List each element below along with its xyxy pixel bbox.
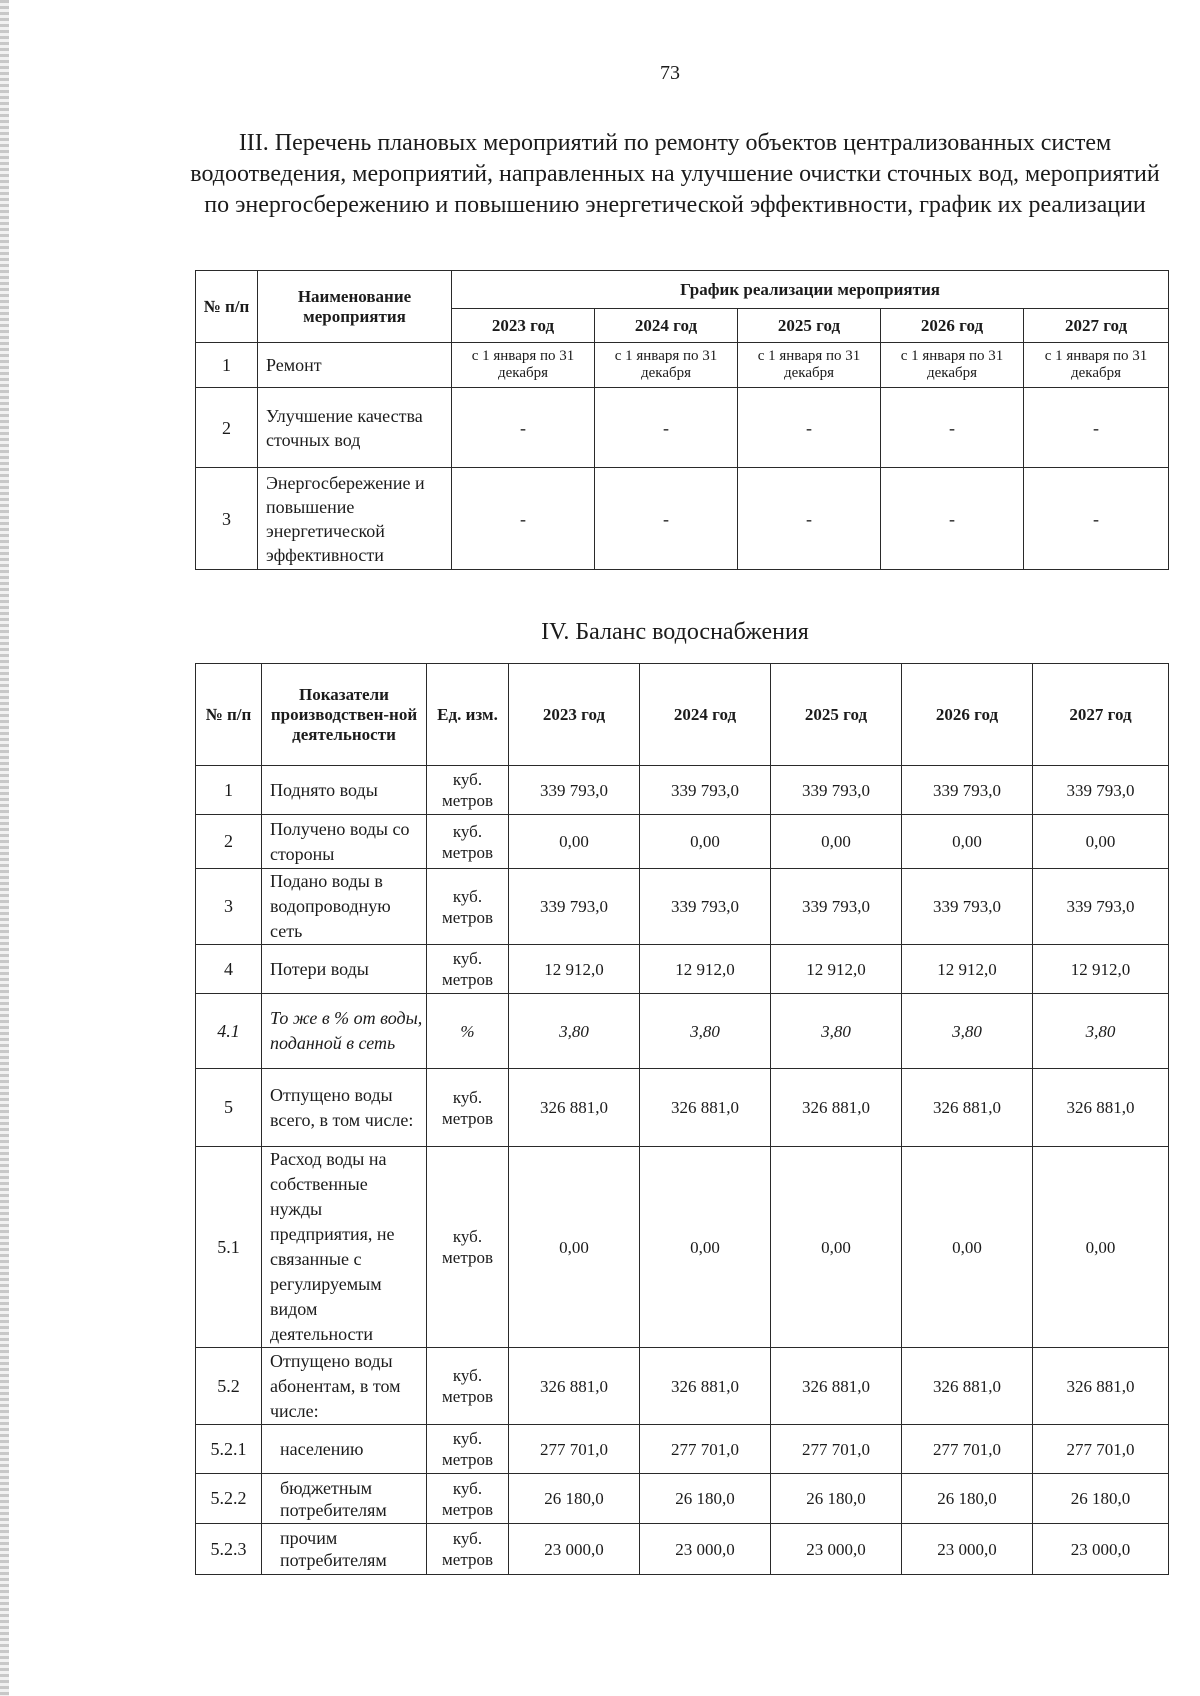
row-num: 5.2.2 <box>196 1474 262 1524</box>
row-name: Отпущено воды абонентам, в том числе: <box>262 1348 427 1425</box>
row-num: 2 <box>196 388 258 468</box>
row-value: 3,80 <box>771 994 902 1069</box>
row-cell: с 1 января по 31 декабря <box>881 343 1024 388</box>
row-value: 339 793,0 <box>509 766 640 815</box>
row-value: 0,00 <box>640 1147 771 1348</box>
row-num: 5 <box>196 1069 262 1147</box>
table-row <box>196 1147 1169 1348</box>
row-value: 3,80 <box>640 994 771 1069</box>
row-name: То же в % от воды, поданной в сеть <box>262 994 427 1069</box>
row-value: 23 000,0 <box>902 1524 1033 1575</box>
scan-edge-artifact <box>0 0 9 1696</box>
row-unit: куб. метров <box>427 1474 509 1524</box>
row-unit: куб. метров <box>427 815 509 869</box>
row-unit: % <box>427 994 509 1069</box>
row-value: 26 180,0 <box>1033 1474 1169 1524</box>
row-cell: с 1 января по 31 декабря <box>738 343 881 388</box>
table-row <box>196 1524 1169 1575</box>
header-year: 2024 год <box>640 664 771 766</box>
header-unit: Ед. изм. <box>427 664 509 766</box>
row-value: 339 793,0 <box>902 766 1033 815</box>
row-value: 12 912,0 <box>509 945 640 994</box>
row-num: 5.2.1 <box>196 1425 262 1474</box>
row-name: Потери воды <box>262 945 427 994</box>
row-name: Подано воды в водопроводную сеть <box>262 869 427 945</box>
table-row <box>196 994 1169 1069</box>
row-value: 23 000,0 <box>771 1524 902 1575</box>
row-value: 339 793,0 <box>1033 766 1169 815</box>
row-num: 5.1 <box>196 1147 262 1348</box>
row-cell: - <box>452 468 595 570</box>
row-cell: с 1 января по 31 декабря <box>1024 343 1169 388</box>
row-value: 26 180,0 <box>640 1474 771 1524</box>
row-value: 339 793,0 <box>902 869 1033 945</box>
row-value: 339 793,0 <box>640 766 771 815</box>
row-value: 3,80 <box>1033 994 1169 1069</box>
header-year: 2027 год <box>1024 309 1169 343</box>
table-row <box>196 869 1169 945</box>
row-value: 3,80 <box>509 994 640 1069</box>
row-value: 3,80 <box>902 994 1033 1069</box>
row-value: 12 912,0 <box>902 945 1033 994</box>
row-value: 326 881,0 <box>902 1348 1033 1425</box>
row-value: 23 000,0 <box>1033 1524 1169 1575</box>
table-row <box>196 1069 1169 1147</box>
row-unit: куб. метров <box>427 1524 509 1575</box>
table-row <box>196 468 1169 570</box>
header-year: 2023 год <box>509 664 640 766</box>
table-row <box>196 343 1169 388</box>
row-unit: куб. метров <box>427 1147 509 1348</box>
table-row <box>196 388 1169 468</box>
row-value: 326 881,0 <box>902 1069 1033 1147</box>
header-indicator: Показатели производствен-ной деятельности <box>262 664 427 766</box>
row-name: Отпущено воды всего, в том числе: <box>262 1069 427 1147</box>
row-unit: куб. метров <box>427 1069 509 1147</box>
header-year: 2023 год <box>452 309 595 343</box>
row-value: 326 881,0 <box>771 1069 902 1147</box>
row-name: Улучшение качества сточных вод <box>258 388 452 468</box>
table-row <box>196 1474 1169 1524</box>
row-value: 326 881,0 <box>1033 1069 1169 1147</box>
row-value: 339 793,0 <box>771 869 902 945</box>
row-name: Ремонт <box>258 343 452 388</box>
row-value: 0,00 <box>902 1147 1033 1348</box>
section-4-title: IV. Баланс водоснабжения <box>541 619 809 645</box>
section-3-title: III. Перечень плановых мероприятий по ремонту объектов централизованных систем водоотведения, мероприятий, направленных на улучшение очистки сточных вод, мероприятий по энергосбережению и повышению энергетической эффективности, график их реализации <box>190 130 1160 218</box>
header-year: 2027 год <box>1033 664 1169 766</box>
row-unit: куб. метров <box>427 766 509 815</box>
row-cell: - <box>1024 388 1169 468</box>
schedule-header-row <box>196 271 1169 309</box>
row-value: 326 881,0 <box>640 1069 771 1147</box>
row-cell: с 1 января по 31 декабря <box>595 343 738 388</box>
balance-header-row <box>196 664 1169 766</box>
header-num: № п/п <box>196 664 262 766</box>
row-name: Поднято воды <box>262 766 427 815</box>
row-value: 277 701,0 <box>640 1425 771 1474</box>
row-value: 26 180,0 <box>902 1474 1033 1524</box>
row-cell: - <box>1024 468 1169 570</box>
row-value: 26 180,0 <box>771 1474 902 1524</box>
row-num: 2 <box>196 815 262 869</box>
row-value: 277 701,0 <box>1033 1425 1169 1474</box>
table-row <box>196 766 1169 815</box>
row-value: 12 912,0 <box>640 945 771 994</box>
row-num: 3 <box>196 869 262 945</box>
row-name: Расход воды на собственные нужды предприятия, не связанные с регулируемым видом деятельности <box>262 1147 427 1348</box>
header-year: 2025 год <box>771 664 902 766</box>
row-unit: куб. метров <box>427 1425 509 1474</box>
row-value: 326 881,0 <box>640 1348 771 1425</box>
row-name: прочим потребителям <box>262 1524 427 1575</box>
row-value: 12 912,0 <box>1033 945 1169 994</box>
header-num: № п/п <box>196 271 258 343</box>
page-number: 73 <box>660 62 680 84</box>
row-name: Энергосбережение и повышение энергетической эффективности <box>258 468 452 570</box>
row-value: 0,00 <box>640 815 771 869</box>
table-row <box>196 1425 1169 1474</box>
row-value: 26 180,0 <box>509 1474 640 1524</box>
row-value: 0,00 <box>771 1147 902 1348</box>
row-unit: куб. метров <box>427 1348 509 1425</box>
schedule-table <box>195 270 1169 570</box>
row-value: 339 793,0 <box>509 869 640 945</box>
row-name: бюджетным потребителям <box>262 1474 427 1524</box>
row-value: 277 701,0 <box>902 1425 1033 1474</box>
header-year: 2026 год <box>902 664 1033 766</box>
row-value: 23 000,0 <box>640 1524 771 1575</box>
row-value: 0,00 <box>509 1147 640 1348</box>
header-year: 2025 год <box>738 309 881 343</box>
row-value: 326 881,0 <box>771 1348 902 1425</box>
row-unit: куб. метров <box>427 869 509 945</box>
row-num: 1 <box>196 343 258 388</box>
row-num: 4 <box>196 945 262 994</box>
row-value: 0,00 <box>902 815 1033 869</box>
row-value: 339 793,0 <box>771 766 902 815</box>
row-value: 326 881,0 <box>509 1069 640 1147</box>
table-row <box>196 945 1169 994</box>
row-cell: - <box>595 468 738 570</box>
row-num: 5.2.3 <box>196 1524 262 1575</box>
header-schedule: График реализации мероприятия <box>452 271 1169 309</box>
row-cell: с 1 января по 31 декабря <box>452 343 595 388</box>
row-cell: - <box>452 388 595 468</box>
row-num: 4.1 <box>196 994 262 1069</box>
row-num: 5.2 <box>196 1348 262 1425</box>
row-cell: - <box>738 388 881 468</box>
row-cell: - <box>881 468 1024 570</box>
table-row <box>196 1348 1169 1425</box>
row-cell: - <box>881 388 1024 468</box>
row-value: 326 881,0 <box>509 1348 640 1425</box>
row-value: 0,00 <box>1033 815 1169 869</box>
table-row <box>196 815 1169 869</box>
row-value: 339 793,0 <box>640 869 771 945</box>
row-value: 0,00 <box>509 815 640 869</box>
row-value: 0,00 <box>771 815 902 869</box>
row-name: населению <box>262 1425 427 1474</box>
row-value: 0,00 <box>1033 1147 1169 1348</box>
row-cell: - <box>738 468 881 570</box>
row-value: 277 701,0 <box>509 1425 640 1474</box>
row-cell: - <box>595 388 738 468</box>
header-year: 2024 год <box>595 309 738 343</box>
row-value: 326 881,0 <box>1033 1348 1169 1425</box>
row-num: 3 <box>196 468 258 570</box>
row-value: 23 000,0 <box>509 1524 640 1575</box>
row-unit: куб. метров <box>427 945 509 994</box>
row-value: 12 912,0 <box>771 945 902 994</box>
row-value: 339 793,0 <box>1033 869 1169 945</box>
header-year: 2026 год <box>881 309 1024 343</box>
balance-table <box>195 663 1169 1575</box>
row-name: Получено воды со стороны <box>262 815 427 869</box>
row-value: 277 701,0 <box>771 1425 902 1474</box>
header-name: Наименование мероприятия <box>258 271 452 343</box>
row-num: 1 <box>196 766 262 815</box>
